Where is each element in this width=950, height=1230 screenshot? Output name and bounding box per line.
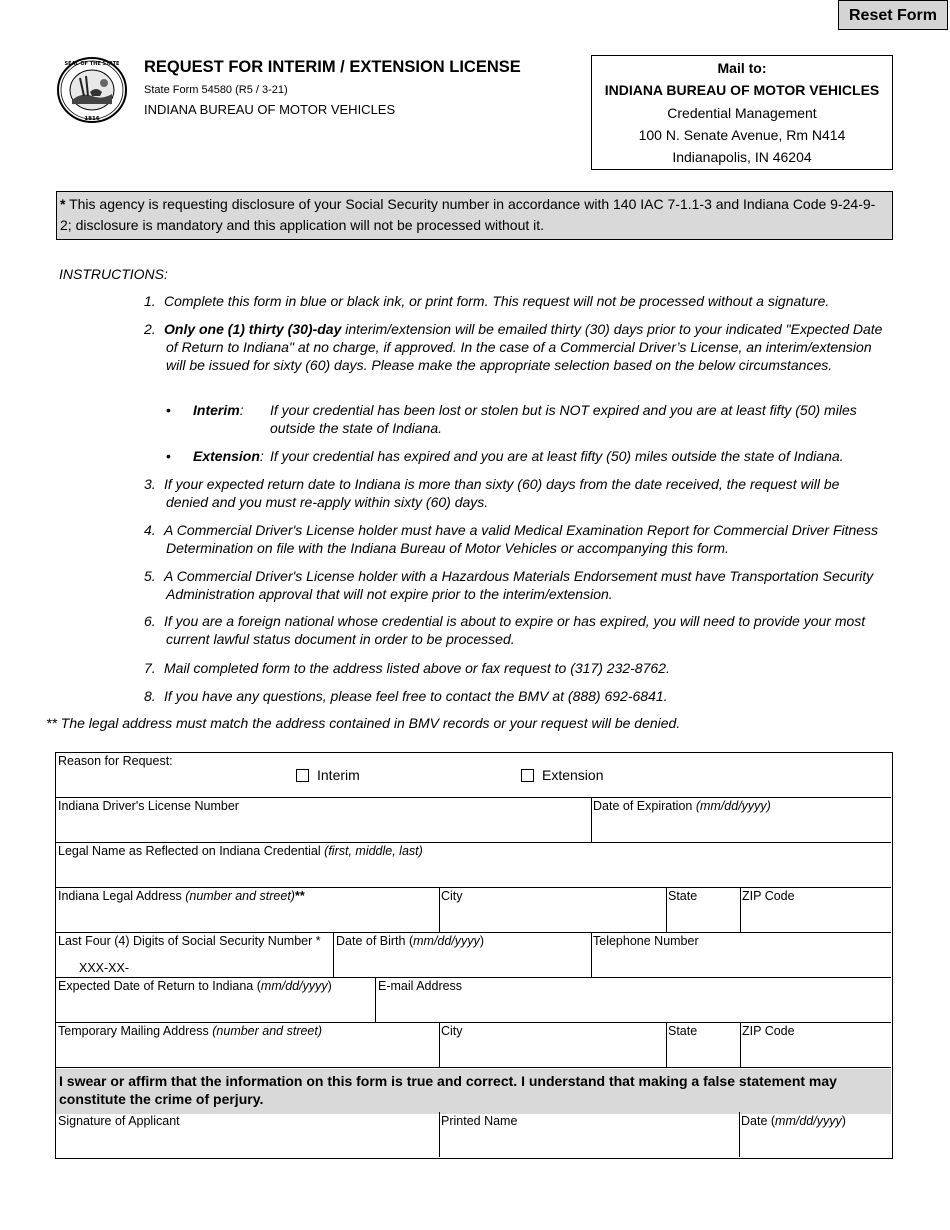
extension-checkbox[interactable] xyxy=(521,769,534,782)
legal-address-field[interactable] xyxy=(58,905,436,930)
temp-address-label: Temporary Mailing Address (number and street) xyxy=(58,1024,323,1038)
indiana-state-seal-icon xyxy=(56,56,128,124)
legal-address-note: ** The legal address must match the address contained in BMV records or your request will be denied. xyxy=(46,715,681,731)
ssn-prefix: XXX-XX- xyxy=(79,961,130,975)
form-title: REQUEST FOR INTERIM / EXTENSION LICENSE xyxy=(144,58,521,76)
instruction-item: 6. If you are a foreign national whose credential is about to expire or has expired, you will need to provide your most current lawful status document in order to be processed. xyxy=(144,613,866,647)
interim-option-label: Interim xyxy=(317,767,360,783)
temp-zip-label: ZIP Code xyxy=(742,1024,795,1038)
temp-city-field[interactable] xyxy=(441,1040,663,1065)
reason-label: Reason for Request: xyxy=(58,754,173,768)
dob-field[interactable] xyxy=(336,950,588,975)
temp-address-field[interactable] xyxy=(58,1040,436,1065)
ssn-last-four-field[interactable] xyxy=(131,953,329,975)
legal-zip-field[interactable] xyxy=(742,905,888,930)
mail-to-street: 100 N. Senate Avenue, Rm N414 xyxy=(638,126,846,143)
signature-date-label: Date (mm/dd/yyyy) xyxy=(741,1114,846,1128)
form-number: State Form 54580 (R5 / 3-21) xyxy=(144,84,288,96)
legal-address-label: Indiana Legal Address (number and street)** xyxy=(58,889,305,903)
printed-name-field[interactable] xyxy=(441,1130,736,1155)
expiration-label: Date of Expiration (mm/dd/yyyy) xyxy=(593,799,771,813)
dob-label: Date of Birth (mm/dd/yyyy) xyxy=(336,934,484,948)
instruction-item: 7. Mail completed form to the address listed above or fax request to (317) 232-8762. xyxy=(144,660,670,676)
legal-zip-label: ZIP Code xyxy=(742,889,795,903)
legal-city-field[interactable] xyxy=(441,905,663,930)
oath-text: I swear or affirm that the information on this form is true and correct. I understand that making a false statement may constitute the crime of perjury. xyxy=(59,1073,837,1107)
temp-city-label: City xyxy=(441,1024,463,1038)
ssn-notice-text: This agency is requesting disclosure of your Social Security number in accordance with 140 IAC 7-1.1-3 and Indiana Code 9-24-9-2; disclosure is mandatory and this application will not be processed without it. xyxy=(60,196,876,233)
license-number-label: Indiana Driver's License Number xyxy=(58,799,239,813)
interim-checkbox[interactable] xyxy=(296,769,309,782)
bullet-interim: • Interim: If your credential has been lost or stolen but is NOT expired and you are at least fifty (50) miles outside the state of Indiana. xyxy=(166,402,857,436)
mail-to-city: Indianapolis, IN 46204 xyxy=(672,149,812,166)
extension-option-label: Extension xyxy=(542,767,604,783)
mail-to-name: INDIANA BUREAU OF MOTOR VEHICLES xyxy=(604,82,880,99)
temp-state-label: State xyxy=(668,1024,698,1038)
legal-state-field[interactable] xyxy=(668,905,738,930)
email-field[interactable] xyxy=(378,995,888,1020)
instruction-item: 8. If you have any questions, please feel free to contact the BMV at (888) 692-6841. xyxy=(144,688,668,704)
signature-date-field[interactable] xyxy=(741,1130,888,1155)
phone-label: Telephone Number xyxy=(593,934,699,948)
temp-state-field[interactable] xyxy=(668,1040,738,1065)
return-date-label: Expected Date of Return to Indiana (mm/dd/yyyy) xyxy=(58,979,332,993)
signature-label: Signature of Applicant xyxy=(58,1114,180,1128)
ssn-notice-star: * xyxy=(60,196,66,212)
legal-name-field[interactable] xyxy=(58,860,888,885)
phone-field[interactable] xyxy=(593,950,888,975)
svg-text:1816: 1816 xyxy=(84,116,100,122)
ssn-label: Last Four (4) Digits of Social Security Number * xyxy=(58,934,321,948)
mail-to-heading: Mail to: xyxy=(717,60,767,76)
svg-text:SEAL OF THE STATE: SEAL OF THE STATE xyxy=(64,61,120,67)
instructions-heading: INSTRUCTIONS: xyxy=(59,266,168,282)
reset-form-button[interactable]: Reset Form xyxy=(838,0,948,30)
ssn-disclosure-notice xyxy=(56,191,893,240)
signature-field[interactable] xyxy=(58,1130,436,1155)
temp-zip-field[interactable] xyxy=(742,1040,888,1065)
instruction-emphasis: Only one (1) thirty (30)-day xyxy=(164,321,342,337)
instruction-item: 3. If your expected return date to Indiana is more than sixty (60) days from the date received, the request will be denied and you must re-apply within sixty (60) days. xyxy=(144,476,840,510)
mail-to-box xyxy=(591,55,893,170)
legal-state-label: State xyxy=(668,889,698,903)
agency-name: INDIANA BUREAU OF MOTOR VEHICLES xyxy=(144,102,396,117)
request-form-table xyxy=(55,752,893,1159)
printed-name-label: Printed Name xyxy=(441,1114,518,1128)
bullet-extension: • Extension: If your credential has expired and you are at least fifty (50) miles outside the state of Indiana. xyxy=(166,448,844,464)
email-label: E-mail Address xyxy=(378,979,463,993)
mail-to-dept: Credential Management xyxy=(667,104,817,121)
instruction-item: 4. A Commercial Driver's License holder must have a valid Medical Examination Report for Commercial Driver Fitness Determination on file with the Indiana Bureau of Motor Vehicles or accompanying this form. xyxy=(144,522,879,556)
legal-city-label: City xyxy=(441,889,463,903)
instruction-item: 1. Complete this form in blue or black ink, or print form. This request will not be processed without a signature. xyxy=(144,293,830,309)
license-number-field[interactable] xyxy=(58,815,588,840)
oath-banner xyxy=(56,1069,891,1114)
return-date-field[interactable] xyxy=(58,995,372,1020)
legal-name-label: Legal Name as Reflected on Indiana Credential (first, middle, last) xyxy=(58,844,423,858)
expiration-date-field[interactable] xyxy=(593,815,888,840)
instruction-item: 2. Only one (1) thirty (30)-day interim/extension will be emailed thirty (30) days prior to your indicated "Expected Date of Return to Indiana" at no charge, if approved. In the case of a Commercial Driver’s License, an interim/extension will be issued for sixty (60) days. Please make the appropriate selection based on the below circumstances. xyxy=(144,321,883,373)
instruction-item: 5. A Commercial Driver's License holder with a Hazardous Materials Endorsement must have Transportation Security Administration approval that will not expire prior to the interim/extension. xyxy=(144,568,874,602)
